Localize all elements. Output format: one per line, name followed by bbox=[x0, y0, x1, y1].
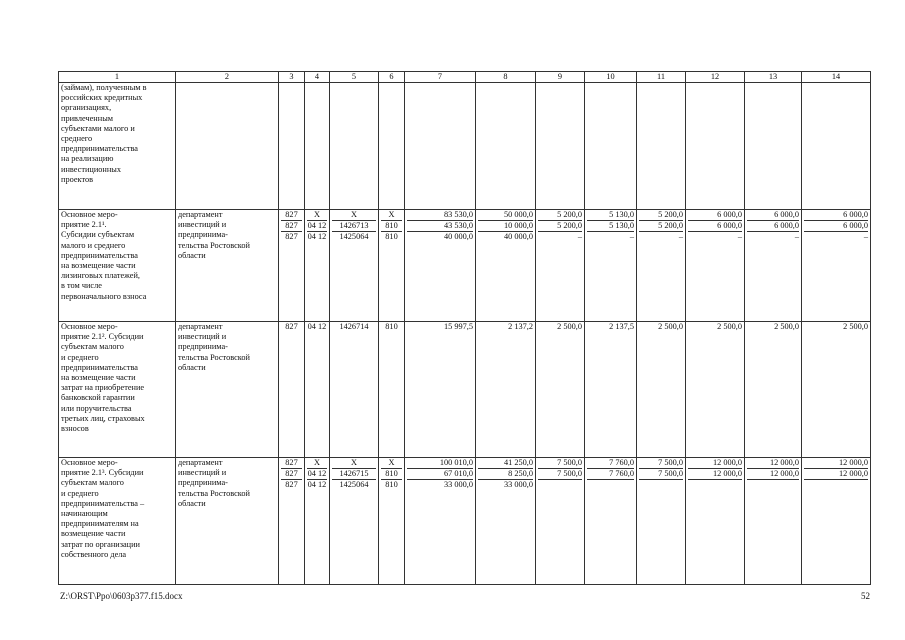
description-line: начинающим bbox=[61, 508, 108, 518]
value-line: 827 bbox=[285, 322, 298, 331]
value-line: 04 12 bbox=[307, 232, 327, 242]
value-cell-col-7 bbox=[405, 210, 476, 322]
value-cell-col-12 bbox=[686, 322, 745, 458]
responsible-department bbox=[176, 322, 279, 458]
value-line: – bbox=[678, 232, 683, 242]
table-row bbox=[59, 83, 871, 210]
value-line: 1425064 bbox=[339, 480, 369, 490]
value-line: 12 000,0 bbox=[747, 458, 799, 469]
value-line: 810 bbox=[385, 232, 398, 242]
description-line: банковской гарантии bbox=[61, 393, 135, 403]
value-line: 6 000,0 bbox=[747, 210, 799, 221]
description-line: приятие 2.1³. Субсидии bbox=[61, 468, 144, 478]
value-cell-col-12 bbox=[686, 83, 745, 210]
value-line: 100 010,0 bbox=[407, 458, 473, 469]
department-line: департамент bbox=[178, 458, 223, 467]
value-line: 43 530,0 bbox=[407, 221, 473, 232]
value-line: 7 760,0 bbox=[587, 469, 634, 480]
description-line: инвестиционных bbox=[61, 164, 122, 174]
value-line: 5 200,0 bbox=[538, 210, 582, 221]
value-line bbox=[587, 480, 634, 490]
value-line: 7 500,0 bbox=[538, 458, 582, 469]
value-line: 41 250,0 bbox=[478, 458, 533, 469]
value-line: X bbox=[381, 210, 402, 221]
department-line: департамент bbox=[178, 322, 223, 331]
value-line: 2 500,0 bbox=[557, 322, 582, 331]
column-number: 3 bbox=[279, 72, 305, 83]
value-line: 2 500,0 bbox=[774, 322, 799, 331]
value-line: 1425064 bbox=[339, 232, 369, 242]
description-line: Основное меро- bbox=[61, 322, 118, 331]
value-line: 6 000,0 bbox=[688, 221, 742, 232]
value-cell-col-14 bbox=[802, 210, 871, 322]
description-line: приятие 2.1². Субсидии bbox=[61, 332, 144, 342]
description-line: третьих лиц, страховых bbox=[61, 413, 145, 423]
column-number: 12 bbox=[686, 72, 745, 83]
value-line: 827 bbox=[285, 232, 298, 242]
value-line: 5 200,0 bbox=[639, 210, 683, 221]
column-number: 4 bbox=[305, 72, 330, 83]
value-line: 827 bbox=[281, 458, 302, 469]
value-cell-col-3 bbox=[279, 322, 305, 458]
description-line: субъектам малого bbox=[61, 342, 124, 352]
value-line: 7 500,0 bbox=[538, 469, 582, 480]
value-cell-col-12 bbox=[686, 210, 745, 322]
value-line: X bbox=[381, 458, 402, 469]
description-line: предпринимательства bbox=[61, 144, 138, 154]
column-number: 8 bbox=[476, 72, 536, 83]
value-cell-col-7 bbox=[405, 83, 476, 210]
value-line: 5 200,0 bbox=[639, 221, 683, 232]
value-cell-col-8 bbox=[476, 458, 536, 585]
value-cell-col-8 bbox=[476, 210, 536, 322]
description-line: и среднего bbox=[61, 488, 99, 498]
description-line: на возмещение части bbox=[61, 372, 136, 382]
value-cell-col-10 bbox=[585, 83, 637, 210]
description-line: затрат на приобретение bbox=[61, 383, 145, 393]
description-line: возмещение части bbox=[61, 529, 126, 539]
column-number: 5 bbox=[330, 72, 379, 83]
column-number: 7 bbox=[405, 72, 476, 83]
value-line: 67 010,0 bbox=[407, 469, 473, 480]
value-line: 810 bbox=[385, 480, 398, 490]
responsible-department bbox=[176, 210, 279, 322]
value-line: X bbox=[307, 458, 327, 469]
value-cell-col-3 bbox=[279, 83, 305, 210]
value-cell-col-5 bbox=[330, 210, 379, 322]
activity-description bbox=[59, 83, 176, 210]
value-line: 33 000,0 bbox=[443, 480, 473, 490]
value-line: 7 500,0 bbox=[639, 458, 683, 469]
table-row bbox=[59, 322, 871, 458]
department-line: области bbox=[178, 362, 206, 372]
value-line: 04 12 bbox=[307, 221, 327, 232]
column-number: 1 bbox=[59, 72, 176, 83]
value-cell-col-10 bbox=[585, 210, 637, 322]
value-line: 1426714 bbox=[339, 322, 369, 331]
value-cell-col-13 bbox=[745, 83, 802, 210]
responsible-department bbox=[176, 458, 279, 585]
value-line bbox=[639, 480, 683, 490]
value-line: 15 997,5 bbox=[443, 322, 473, 331]
value-cell-col-3 bbox=[279, 210, 305, 322]
description-line: первоначального взноса bbox=[61, 291, 147, 301]
department-line: тельства Ростовской bbox=[178, 488, 250, 498]
description-line: собственного дела bbox=[61, 549, 127, 559]
value-cell-col-8 bbox=[476, 322, 536, 458]
value-line: 5 130,0 bbox=[587, 210, 634, 221]
description-line: на реализацию bbox=[61, 154, 114, 164]
value-line: 2 137,5 bbox=[609, 322, 634, 331]
department-line: тельства Ростовской bbox=[178, 240, 250, 250]
value-line: 12 000,0 bbox=[804, 469, 868, 480]
department-line: области bbox=[178, 250, 206, 260]
description-line: на возмещение части bbox=[61, 260, 136, 270]
value-line: 6 000,0 bbox=[747, 221, 799, 232]
value-line: 2 500,0 bbox=[843, 322, 868, 331]
department-line: тельства Ростовской bbox=[178, 352, 250, 362]
table-row bbox=[59, 458, 871, 585]
value-line: 04 12 bbox=[307, 322, 327, 331]
value-cell-col-14 bbox=[802, 83, 871, 210]
value-cell-col-5 bbox=[330, 322, 379, 458]
description-line: проектов bbox=[61, 174, 94, 184]
description-line: приятие 2.1¹. bbox=[61, 220, 107, 230]
value-line: – bbox=[794, 232, 799, 242]
description-line: привлеченным bbox=[61, 113, 114, 123]
value-line: – bbox=[577, 232, 582, 242]
column-number: 11 bbox=[637, 72, 686, 83]
value-line: 33 000,0 bbox=[503, 480, 533, 490]
value-cell-col-11 bbox=[637, 458, 686, 585]
value-line: 827 bbox=[281, 210, 302, 221]
page-number: 52 bbox=[861, 591, 870, 601]
value-cell-col-9 bbox=[536, 83, 585, 210]
value-line: 1426713 bbox=[332, 221, 376, 232]
description-line: субъектам малого bbox=[61, 478, 124, 488]
value-line: 827 bbox=[281, 469, 302, 480]
description-line: лизинговых платежей, bbox=[61, 271, 140, 281]
value-line: 12 000,0 bbox=[747, 469, 799, 480]
value-cell-col-4 bbox=[305, 322, 330, 458]
value-cell-col-4 bbox=[305, 83, 330, 210]
department-line: предпринима- bbox=[178, 342, 228, 352]
column-number: 10 bbox=[585, 72, 637, 83]
value-cell-col-9 bbox=[536, 322, 585, 458]
description-line: Основное меро- bbox=[61, 458, 118, 467]
value-cell-col-13 bbox=[745, 210, 802, 322]
value-cell-col-7 bbox=[405, 322, 476, 458]
footer-file-path: Z:\ORST\Ppo\0603p377.f15.docx bbox=[60, 591, 183, 601]
responsible-department bbox=[176, 83, 279, 210]
column-number-row bbox=[59, 72, 871, 83]
value-line: 12 000,0 bbox=[804, 458, 868, 469]
value-line: 40 000,0 bbox=[503, 232, 533, 242]
value-cell-col-8 bbox=[476, 83, 536, 210]
value-line: X bbox=[332, 210, 376, 221]
value-cell-col-6 bbox=[379, 83, 405, 210]
value-line: 1426715 bbox=[332, 469, 376, 480]
value-cell-col-4 bbox=[305, 210, 330, 322]
value-line: 6 000,0 bbox=[804, 210, 868, 221]
value-cell-col-6 bbox=[379, 210, 405, 322]
value-cell-col-6 bbox=[379, 322, 405, 458]
value-cell-col-11 bbox=[637, 210, 686, 322]
value-cell-col-11 bbox=[637, 322, 686, 458]
activity-description bbox=[59, 458, 176, 585]
value-cell-col-13 bbox=[745, 322, 802, 458]
description-line: предпринимательства bbox=[61, 250, 138, 260]
value-cell-col-14 bbox=[802, 458, 871, 585]
value-line: X bbox=[307, 210, 327, 221]
column-number: 13 bbox=[745, 72, 802, 83]
value-line: 827 bbox=[285, 480, 298, 490]
value-line bbox=[747, 480, 799, 490]
description-line: субъектами малого и bbox=[61, 123, 135, 133]
description-line: малого и среднего bbox=[61, 240, 126, 250]
description-line: и среднего bbox=[61, 352, 99, 362]
value-line: 5 200,0 bbox=[538, 221, 582, 232]
value-line: 6 000,0 bbox=[804, 221, 868, 232]
value-line: 12 000,0 bbox=[688, 469, 742, 480]
value-line: 810 bbox=[381, 221, 402, 232]
department-line: инвестиций и bbox=[178, 468, 227, 478]
value-cell-col-10 bbox=[585, 458, 637, 585]
value-line: 50 000,0 bbox=[478, 210, 533, 221]
value-line: 2 137,2 bbox=[508, 322, 533, 331]
value-line: 810 bbox=[381, 469, 402, 480]
value-cell-col-7 bbox=[405, 458, 476, 585]
value-line: 12 000,0 bbox=[688, 458, 742, 469]
description-line: предпринимательства – bbox=[61, 498, 145, 508]
department-line: предпринима- bbox=[178, 478, 228, 488]
department-line: департамент bbox=[178, 210, 223, 219]
value-cell-col-13 bbox=[745, 458, 802, 585]
value-cell-col-12 bbox=[686, 458, 745, 585]
description-line: затрат по организации bbox=[61, 539, 140, 549]
value-line: 2 500,0 bbox=[658, 322, 683, 331]
value-line: X bbox=[332, 458, 376, 469]
description-line: среднего bbox=[61, 133, 93, 143]
value-line: – bbox=[863, 232, 868, 242]
description-line: организациях, bbox=[61, 103, 112, 113]
value-line bbox=[804, 480, 868, 490]
value-cell-col-5 bbox=[330, 458, 379, 585]
value-line bbox=[688, 480, 742, 490]
description-line: российских кредитных bbox=[61, 93, 143, 103]
value-line: 6 000,0 bbox=[688, 210, 742, 221]
value-line: 810 bbox=[385, 322, 398, 331]
description-line: Основное меро- bbox=[61, 210, 118, 219]
column-number: 6 bbox=[379, 72, 405, 83]
column-number: 2 bbox=[176, 72, 279, 83]
value-line: 40 000,0 bbox=[443, 232, 473, 242]
description-line: взносов bbox=[61, 423, 89, 433]
value-cell-col-6 bbox=[379, 458, 405, 585]
activity-description bbox=[59, 322, 176, 458]
value-line bbox=[538, 480, 582, 490]
budget-table bbox=[58, 71, 871, 585]
value-cell-col-14 bbox=[802, 322, 871, 458]
value-line: 10 000,0 bbox=[478, 221, 533, 232]
value-cell-col-9 bbox=[536, 210, 585, 322]
column-number: 14 bbox=[802, 72, 871, 83]
value-line: 7 500,0 bbox=[639, 469, 683, 480]
department-line: инвестиций и bbox=[178, 332, 227, 342]
value-cell-col-10 bbox=[585, 322, 637, 458]
description-line: предпринимательства bbox=[61, 362, 138, 372]
value-cell-col-4 bbox=[305, 458, 330, 585]
value-line: 7 760,0 bbox=[587, 458, 634, 469]
table-row bbox=[59, 210, 871, 322]
value-line: 04 12 bbox=[307, 469, 327, 480]
description-line: или поручительства bbox=[61, 403, 132, 413]
value-line: – bbox=[737, 232, 742, 242]
value-cell-col-11 bbox=[637, 83, 686, 210]
description-line: (займам), полученным в bbox=[61, 83, 147, 92]
column-number: 9 bbox=[536, 72, 585, 83]
description-line: предпринимателям на bbox=[61, 519, 139, 529]
description-line: Субсидии субъектам bbox=[61, 230, 135, 240]
department-line: инвестиций и bbox=[178, 220, 227, 230]
value-line: 04 12 bbox=[307, 480, 327, 490]
value-cell-col-5 bbox=[330, 83, 379, 210]
value-cell-col-3 bbox=[279, 458, 305, 585]
value-line: – bbox=[629, 232, 634, 242]
department-line: области bbox=[178, 498, 206, 508]
value-line: 827 bbox=[281, 221, 302, 232]
description-line: в том числе bbox=[61, 281, 102, 291]
value-cell-col-9 bbox=[536, 458, 585, 585]
value-line: 2 500,0 bbox=[717, 322, 742, 331]
activity-description bbox=[59, 210, 176, 322]
value-line: 83 530,0 bbox=[407, 210, 473, 221]
value-line: 8 250,0 bbox=[478, 469, 533, 480]
value-line: 5 130,0 bbox=[587, 221, 634, 232]
department-line: предпринима- bbox=[178, 230, 228, 240]
